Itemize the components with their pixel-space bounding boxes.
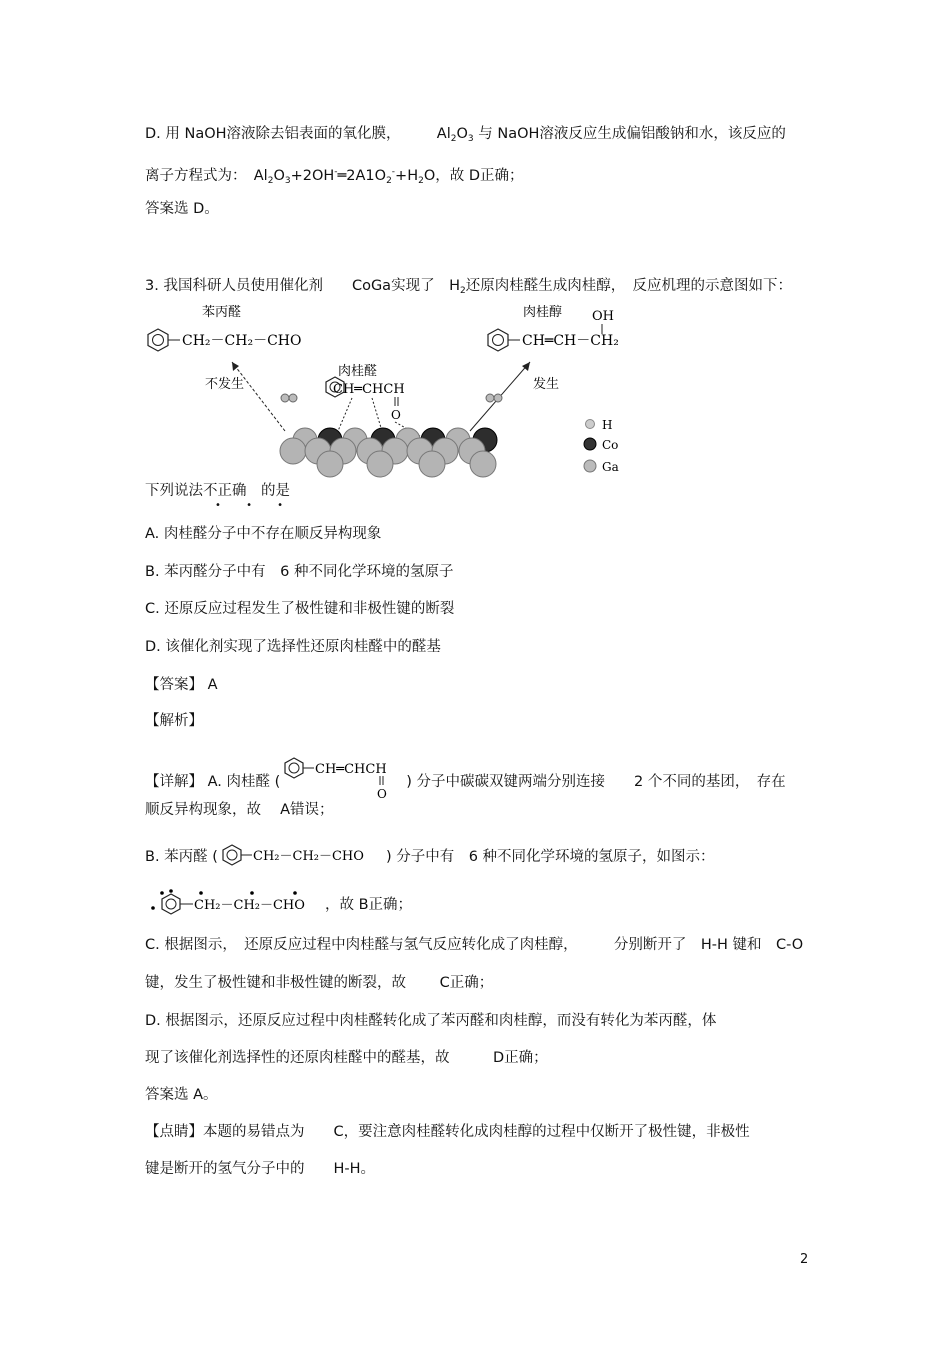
cinnamaldehyde-structure: [280, 756, 406, 800]
label-occur: 发生: [533, 377, 560, 392]
benzpropanal-structure: [218, 842, 386, 868]
svg-text:Co: Co: [602, 438, 619, 452]
detail-a-line1: 【详解】 A. 肉桂醛 ( CH═CHCH O ) 分子中碳碳双键两端分别连接 2 个不同的基团， 存在: [145, 756, 786, 800]
question-stem-incorrect: 下列说法不正确 的是: [145, 483, 290, 499]
option-c: C. 还原反应过程发生了极性键和非极性键的断裂: [145, 601, 455, 617]
label-cinnamaldehyde: 肉桂醛: [338, 364, 378, 379]
analysis-label: 【解析】: [145, 713, 203, 729]
catalyst-surface: [280, 428, 497, 477]
label-cinnamyl-alcohol: 肉桂醇: [523, 305, 563, 320]
option-a: A. 肉桂醛分子中不存在顺反异构现象: [145, 526, 382, 542]
svg-text:H: H: [602, 418, 613, 432]
benzene-ring-icon: [162, 894, 180, 914]
formula-cinnamaldehyde: CH═CHCH: [333, 382, 405, 397]
option-d-explanation-line1: D. 用 NaOH溶液除去铝表面的氧化膜， $Al_2O_3$ 与 NaOH溶液反应生成偏铝酸钠和水，该反应的: [145, 126, 786, 144]
option-b: B. 苯丙醛分子中有 6 种不同化学环境的氢原子: [145, 564, 454, 580]
svg-text:Ga: Ga: [602, 460, 619, 474]
option-d: D. 该催化剂实现了选择性还原肉桂醛中的醛基: [145, 639, 441, 655]
detail-c-line1: C. 根据图示， 还原反应过程中肉桂醛与氢气反应转化成了肉桂醇， 分别断开了 H-H 键和 C-O: [145, 937, 804, 953]
gallium-atom: [367, 451, 393, 477]
detail-d-line1: D. 根据图示，还原反应过程中肉桂醛转化成了苯丙醛和肉桂醇，而没有转化为苯丙醛，体: [145, 1013, 717, 1029]
emphasis-dots: • • •: [215, 500, 295, 511]
oh-group: OH: [592, 309, 614, 324]
benzene-ring-icon: [285, 758, 303, 778]
note-line2: 键是断开的氢气分子中的 H-H。: [145, 1161, 376, 1177]
detail-b-line2: CH₂－CH₂－CHO ，故 B正确；: [145, 888, 412, 918]
gallium-atom: [470, 451, 496, 477]
gallium-atom: [419, 451, 445, 477]
gallium-atom: [280, 438, 306, 464]
svg-text:CH₂－CH₂－CHO: CH₂－CH₂－CHO: [252, 849, 364, 864]
gallium-atom: [317, 451, 343, 477]
label-benzpropanal: 苯丙醛: [202, 305, 242, 320]
answer-d: 答案选 D。: [145, 201, 219, 217]
svg-text:O: O: [377, 787, 388, 800]
formula-cinnamyl-alcohol: CH═CH－CH₂: [522, 333, 619, 349]
benzpropanal-hydrogen-environments: [145, 888, 325, 918]
reaction-mechanism-diagram: [140, 298, 640, 483]
detail-a-line2: 顺反异构现象，故 A错误；: [145, 802, 334, 818]
note-line1: 【点睛】本题的易错点为 C，要注意肉桂醛转化成肉桂醇的过程中仅断开了极性键，非极性: [145, 1124, 750, 1140]
page-number: 2: [800, 1252, 809, 1267]
question-3-stem: 3. 我国科研人员使用催化剂 CoGa实现了 $H_2$还原肉桂醛生成肉桂醇， 反应机理的示意图如下：: [145, 278, 792, 296]
detail-d-line2: 现了该催化剂选择性的还原肉桂醛中的醛基，故 D正确；: [145, 1050, 548, 1066]
detail-b-line1: B. 苯丙醛 ( CH₂－CH₂－CHO ) 分子中有 6 种不同化学环境的氢原子，如图示：: [145, 842, 715, 868]
carbonyl-oxygen: O: [391, 408, 401, 422]
benzene-ring-icon: [488, 329, 508, 351]
detail-c-line2: 键，发生了极性键和非极性键的断裂，故 C正确；: [145, 975, 494, 991]
ionic-equation-line: 离子方程式为： $Al_2O_3+2OH^-═2A1O_2^-+H_2O$，故 D正确；: [145, 167, 524, 186]
label-not-occur: 不发生: [205, 377, 245, 392]
legend: [584, 418, 619, 474]
formula-benzpropanal: CH₂－CH₂－CHO: [182, 333, 302, 349]
hydrogen-molecule-icon: [281, 394, 297, 402]
benzene-ring-icon: [223, 845, 241, 865]
answer-label: 【答案】 A: [145, 677, 218, 693]
answer-a: 答案选 A。: [145, 1087, 218, 1103]
svg-text:CH═CHCH: CH═CHCH: [315, 762, 387, 777]
hydrogen-molecule-icon: [486, 394, 502, 402]
svg-text:CH₂－CH₂－CHO: CH₂－CH₂－CHO: [194, 898, 305, 913]
benzene-ring-icon: [148, 329, 168, 351]
